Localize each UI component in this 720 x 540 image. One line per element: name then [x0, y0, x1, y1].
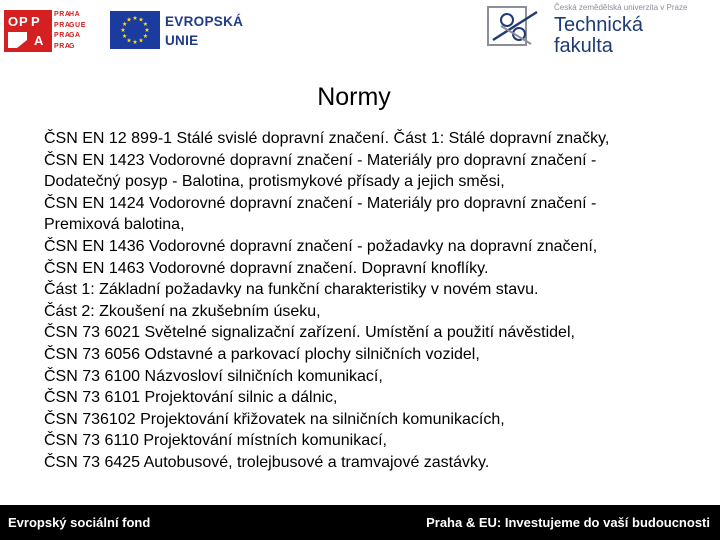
prague-cell: PRA — [54, 21, 71, 29]
prague-cell: GUE — [69, 21, 86, 29]
university-name: Česká zemědělská univerzita v Praze — [554, 3, 688, 12]
norm-line: ČSN EN 1463 Vodorovné dopravní značení. Dopravní knoflíky. — [44, 259, 489, 277]
norm-line: ČSN 736102 Projektování křižovatek na silničních komunikacích, — [44, 410, 505, 428]
norm-line: Premixová balotina, — [44, 216, 185, 234]
slide-header — [0, 0, 720, 60]
eu-flag-icon — [110, 11, 160, 49]
norm-line: Dodatečný posyp - Balotina, protismykové přísady a jejich směsi, — [44, 173, 505, 191]
prague-cell: PRA — [54, 11, 71, 18]
oppa-letter: P — [19, 14, 28, 29]
slide-title — [0, 83, 708, 112]
norm-line: ČSN 73 6110 Projektování místních komunikací, — [44, 432, 387, 450]
footer-left-text: Evropský sociální fond — [8, 515, 151, 530]
norm-line: ČSN EN 1423 Vodorovné dopravní značení - Materiály pro dopravní značení - — [44, 151, 597, 169]
prague-cell: G — [69, 42, 76, 50]
prague-cell: PRA — [54, 42, 71, 50]
prague-cell: GA — [69, 32, 81, 39]
norm-line: Část 2: Zkoušení na zkušebním úseku, — [44, 302, 321, 320]
eu-label-line1: EVROPSKÁ — [165, 14, 244, 29]
norm-line: ČSN EN 1436 Vodorovné dopravní značení - požadavky na dopravní značení, — [44, 237, 598, 255]
oppa-letter: A — [34, 33, 44, 48]
norm-line: ČSN EN 12 899-1 Stálé svislé dopravní značení. Část 1: Stálé dopravní značky, — [44, 130, 610, 147]
norm-line: ČSN 73 6056 Odstavné a parkovací plochy silničních vozidel, — [44, 345, 480, 363]
faculty-name-line2: fakulta — [554, 35, 613, 57]
oppa-letter: P — [31, 14, 40, 29]
norm-line: Část 1: Základní požadavky na funkční charakteristiky v novém stavu. — [44, 281, 539, 299]
norms-list — [44, 128, 716, 474]
faculty-logo-icon — [487, 6, 543, 50]
prague-cell: PRA — [54, 32, 71, 39]
prague-logo — [4, 10, 100, 52]
oppa-shape-icon — [7, 30, 29, 50]
slide-footer — [0, 505, 720, 540]
footer-right-text: Praha & EU: Investujeme do vaší budoucnosti — [426, 515, 710, 530]
prague-cell: HA — [69, 11, 81, 18]
oppa-logo-block — [4, 10, 52, 52]
prague-wordmark — [54, 10, 100, 52]
norm-line: ČSN 73 6425 Autobusové, trolejbusové a tramvajové zastávky. — [44, 453, 490, 471]
eu-label-line2: UNIE — [165, 33, 199, 48]
norm-line: ČSN EN 1424 Vodorovné dopravní značení - Materiály pro dopravní značení - — [44, 194, 597, 212]
faculty-name-line1: Technická — [554, 14, 643, 36]
oppa-letter: O — [8, 14, 19, 29]
norm-line: ČSN 73 6101 Projektování silnic a dálnic, — [44, 389, 338, 407]
norm-line: ČSN 73 6100 Názvosloví silničních komunikací, — [44, 367, 383, 385]
eu-label — [165, 12, 243, 50]
norm-line: ČSN 73 6021 Světelné signalizační zařízení. Umístění a použití návěstidel, — [44, 324, 575, 342]
slide-title-text: Normy — [317, 83, 391, 111]
